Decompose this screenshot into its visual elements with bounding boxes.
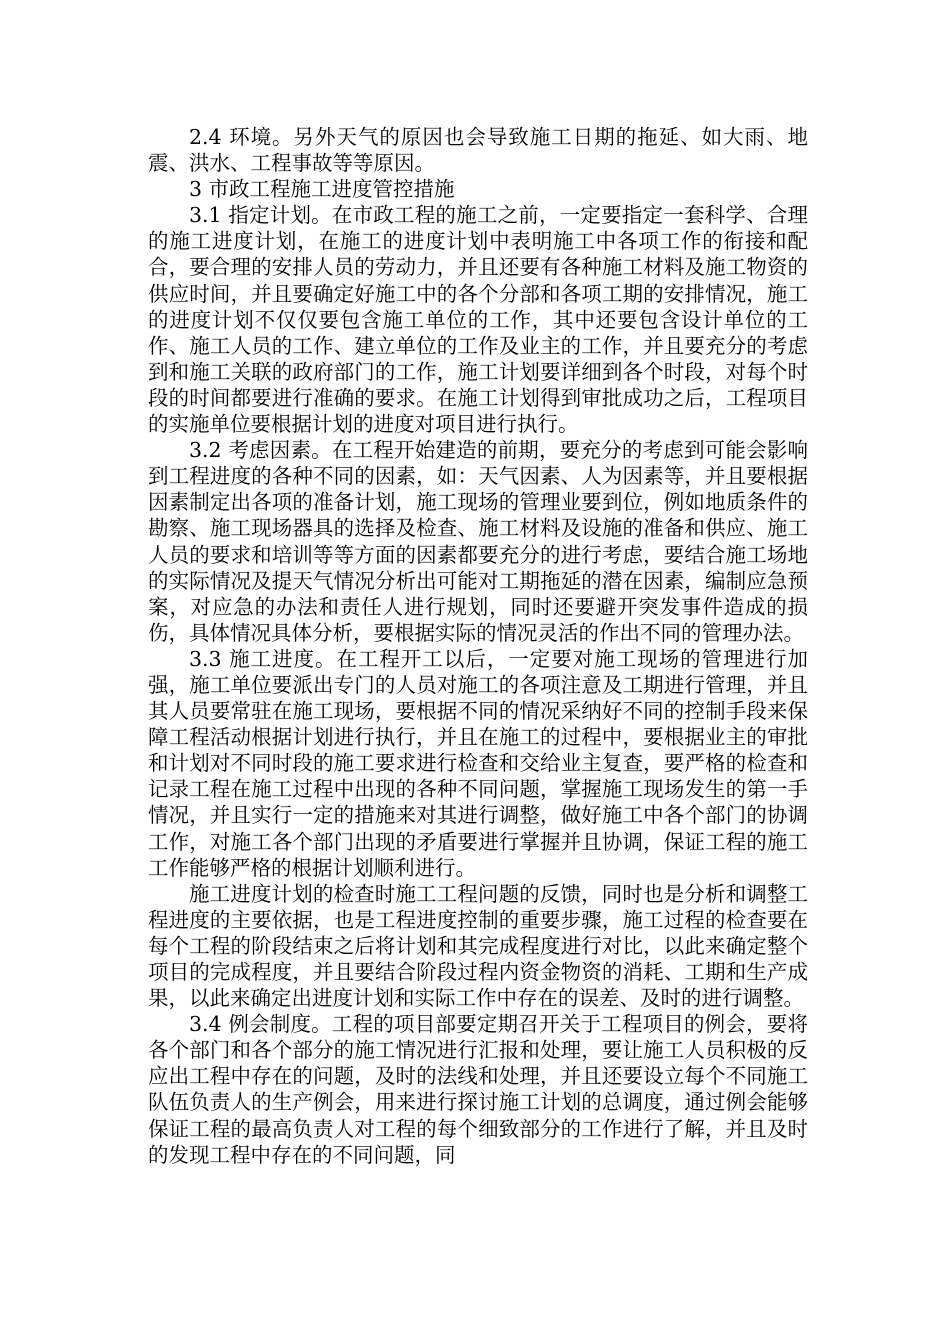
- paragraph-progress-check: 施工进度计划的检查时施工工程问题的反馈，同时也是分析和调整工程进度的主要依据，也是工程进度控制的重要步骤，施工过程的检查要在每个工程的阶段结束之后将计划和其完成程度进行对比，以此来确定整个项目的完成程度，并且要结合阶段过程内资金物资的消耗、工期和生产成果，以此来确定出进度计划和实际工作中存在的误差、及时的进行调整。: [148, 881, 808, 1011]
- paragraph-2-4-environment: 2.4 环境。另外天气的原因也会导致施工日期的拖延、如大雨、地震、洪水、工程事故等等原因。: [148, 125, 808, 176]
- document-page: [148, 124, 808, 1168]
- paragraph-3-1-plan: 3.1 指定计划。在市政工程的施工之前，一定要指定一套科学、合理的施工进度计划，在施工的进度计划中表明施工中各项工作的衔接和配合，要合理的安排人员的劳动力，并且还要有各种施工材料及施工物资的供应时间，并且要确定好施工中的各个分部和各项工期的安排情况，施工的进度计划不仅仅要包含施工单位的工作，其中还要包含设计单位的工作、施工人员的工作、建立单位的工作及业主的工作，并且要充分的考虑到和施工关联的政府部门的工作，施工计划要详细到各个时段，对每个时段的时间都要进行准确的要求。在施工计划得到审批成功之后，工程项目的实施单位要根据计划的进度对项目进行执行。: [148, 203, 808, 437]
- section-heading-3: 3 市政工程施工进度管控措施: [189, 177, 455, 202]
- paragraph-3-4-meetings: 3.4 例会制度。工程的项目部要定期召开关于工程项目的例会，要将各个部门和各个部分的施工情况进行汇报和处理，要让施工人员积极的反应出工程中存在的问题，及时的法线和处理，并且还要设立每个不同施工队伍负责人的生产例会，用来进行探讨施工计划的总调度，通过例会能够保证工程的最高负责人对工程的每个细致部分的工作进行了解，并且及时的发现工程中存在的不同问题，同: [148, 1012, 808, 1167]
- paragraph-3-2-factors: 3.2 考虑因素。在工程开始建造的前期，要充分的考虑到可能会影响到工程进度的各种不同的因素，如：天气因素、人为因素等，并且要根据因素制定出各项的准备计划，施工现场的管理业要到位，例如地质条件的勘察、施工现场器具的选择及检查、施工材料及设施的准备和供应、施工人员的要求和培训等等方面的因素都要充分的进行考虑，要结合施工场地的实际情况及提天气情况分析出可能对工期拖延的潜在因素，编制应急预案，对应急的办法和责任人进行规划，同时还要避开突发事件造成的损伤，具体情况具体分析，要根据实际的情况灵活的作出不同的管理办法。: [148, 438, 808, 645]
- paragraph-3-3-progress: 3.3 施工进度。在工程开工以后，一定要对施工现场的管理进行加强，施工单位要派出专门的人员对施工的各项注意及工期进行管理，并且其人员要常驻在施工现场，要根据不同的情况采纳好不同的控制手段来保障工程活动根据计划进行执行，并且在施工的过程中，要根据业主的审批和计划对不同时段的施工要求进行检查和交给业主复查，要严格的检查和记录工程在施工过程中出现的各种不同问题，掌握施工现场发生的第一手情况，并且实行一定的措施来对其进行调整，做好施工中各个部门的协调工作，对施工各个部门出现的矛盾要进行掌握并且协调，保证工程的施工工作能够严格的根据计划顺利进行。: [148, 646, 808, 880]
